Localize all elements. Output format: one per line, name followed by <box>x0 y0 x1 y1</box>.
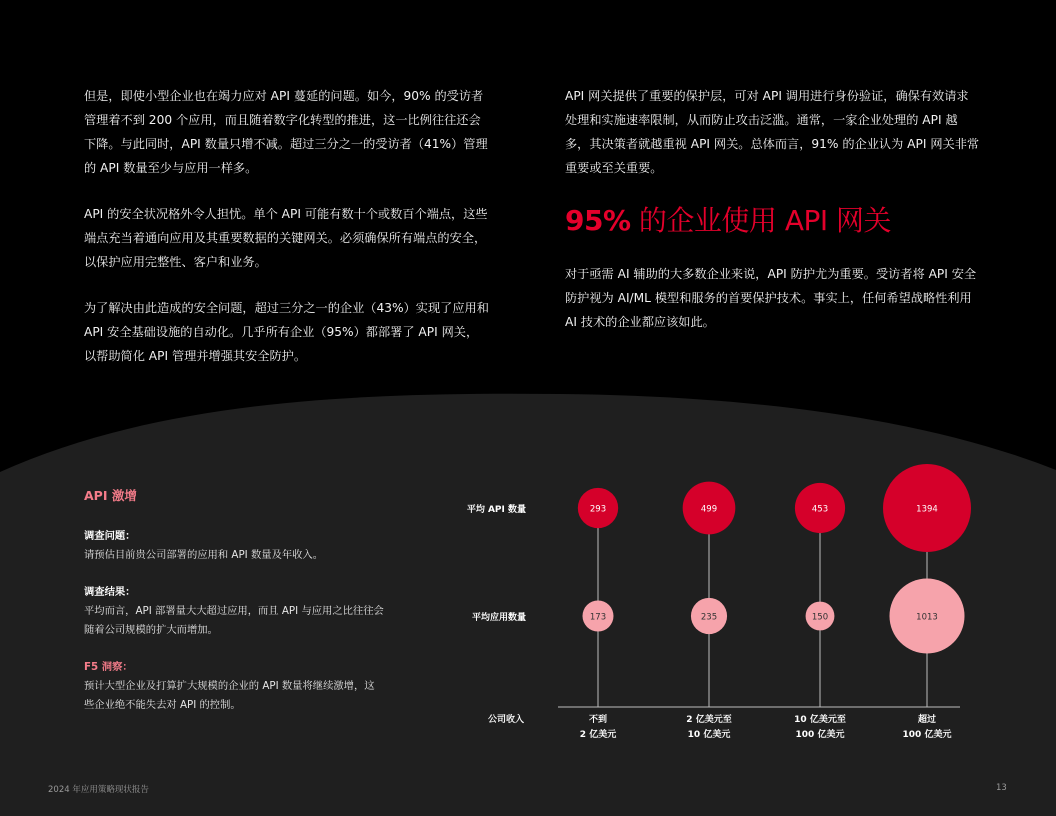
survey-sidebar <box>84 486 384 733</box>
survey-question-block <box>84 527 384 565</box>
bubble-value-label: 499 <box>700 504 718 515</box>
body-paragraph: API 的安全状况格外令人担忧。单个 API 可能有数十个或数百个端点，这些端点充当着通向应用及其重要数据的关键网关。必须确保所有端点的安全，以保护应用完整性、客户和业务。 <box>84 207 488 269</box>
category-tick-label: 100 亿美元 <box>795 730 845 740</box>
category-tick-label: 100 亿美元 <box>902 730 952 740</box>
survey-insight-label: F5 洞察： <box>84 661 133 673</box>
body-paragraph: 但是，即使小型企业也在竭力应对 API 蔓延的问题。如今，90% 的受访者管理着不到 200 个应用，而且随着数字化转型的推进，这一比例往往还会下降。与此同时，API 数量只增不减。超过三分之一的受访者（41%）管理的 API 数量至少与应用一样多。 <box>84 89 488 175</box>
bubble-value-label: 1394 <box>916 504 938 515</box>
stat-headline <box>565 202 980 240</box>
survey-result-block <box>84 583 384 640</box>
category-tick-label: 2 亿美元 <box>579 730 617 740</box>
category-tick-label: 2 亿美元至 <box>686 715 732 725</box>
category-tick-label: 超过 <box>917 715 937 725</box>
bubble-value-label: 293 <box>589 504 607 515</box>
api-app-bubble-chart <box>440 455 1000 755</box>
body-paragraph: API 网关提供了重要的保护层，可对 API 调用进行身份验证，确保有效请求处理和实施速率限制，从而防止攻击泛滥。通常，一家企业处理的 API 越多，其决策者就越重视 API 网关。总体而言，91% 的企业认为 API 网关非常重要或至关重要。 <box>565 89 980 175</box>
footer-page-number: 13 <box>996 783 1007 793</box>
bubble-value-label: 173 <box>589 612 607 623</box>
bubble-value-label: 453 <box>811 504 829 515</box>
survey-question-label: 调查问题： <box>84 530 136 542</box>
survey-insight-block <box>84 658 384 715</box>
survey-title: API 激增 <box>84 488 137 503</box>
bubble-value-label: 150 <box>811 612 829 623</box>
right-text-column <box>565 84 980 356</box>
category-tick-label: 10 亿美元至 <box>794 715 846 725</box>
bubble-value-label: 1013 <box>916 612 938 623</box>
bubble-value-label: 235 <box>700 612 718 623</box>
category-tick-label: 10 亿美元 <box>687 730 731 740</box>
row-label: 平均应用数量 <box>471 613 526 623</box>
survey-result-text: 平均而言，API 部署量大大超过应用，而且 API 与应用之比往往会随着公司规模的扩大而增加。 <box>84 605 384 636</box>
survey-result-label: 调查结果： <box>84 586 136 598</box>
survey-question-text: 请预估目前贵公司部署的应用和 API 数量及年收入。 <box>84 549 324 561</box>
body-paragraph: 对于亟需 AI 辅助的大多数企业来说，API 防护尤为重要。受访者将 API 安全防护视为 AI/ML 模型和服务的首要保护技术。事实上，任何希望战略性利用 AI 技术的企业都应该如此。 <box>565 267 977 329</box>
left-text-column <box>84 84 489 390</box>
survey-insight-text: 预计大型企业及打算扩大规模的企业的 API 数量将继续激增，这些企业绝不能失去对 API 的控制。 <box>84 680 375 711</box>
row-label: 平均 API 数量 <box>466 505 526 515</box>
headline-text: 的企业使用 API 网关 <box>630 204 892 237</box>
footer-report-title: 2024 年应用策略现状报告 <box>48 785 149 795</box>
category-tick-label: 不到 <box>588 715 608 725</box>
body-paragraph: 为了解决由此造成的安全问题，超过三分之一的企业（43%）实现了应用和 API 安全基础设施的自动化。几乎所有企业（95%）都部署了 API 网关，以帮助简化 API 管理并增强其安全防护。 <box>84 301 489 363</box>
headline-stat: 95% <box>565 204 631 237</box>
x-axis-label: 公司收入 <box>487 715 525 725</box>
